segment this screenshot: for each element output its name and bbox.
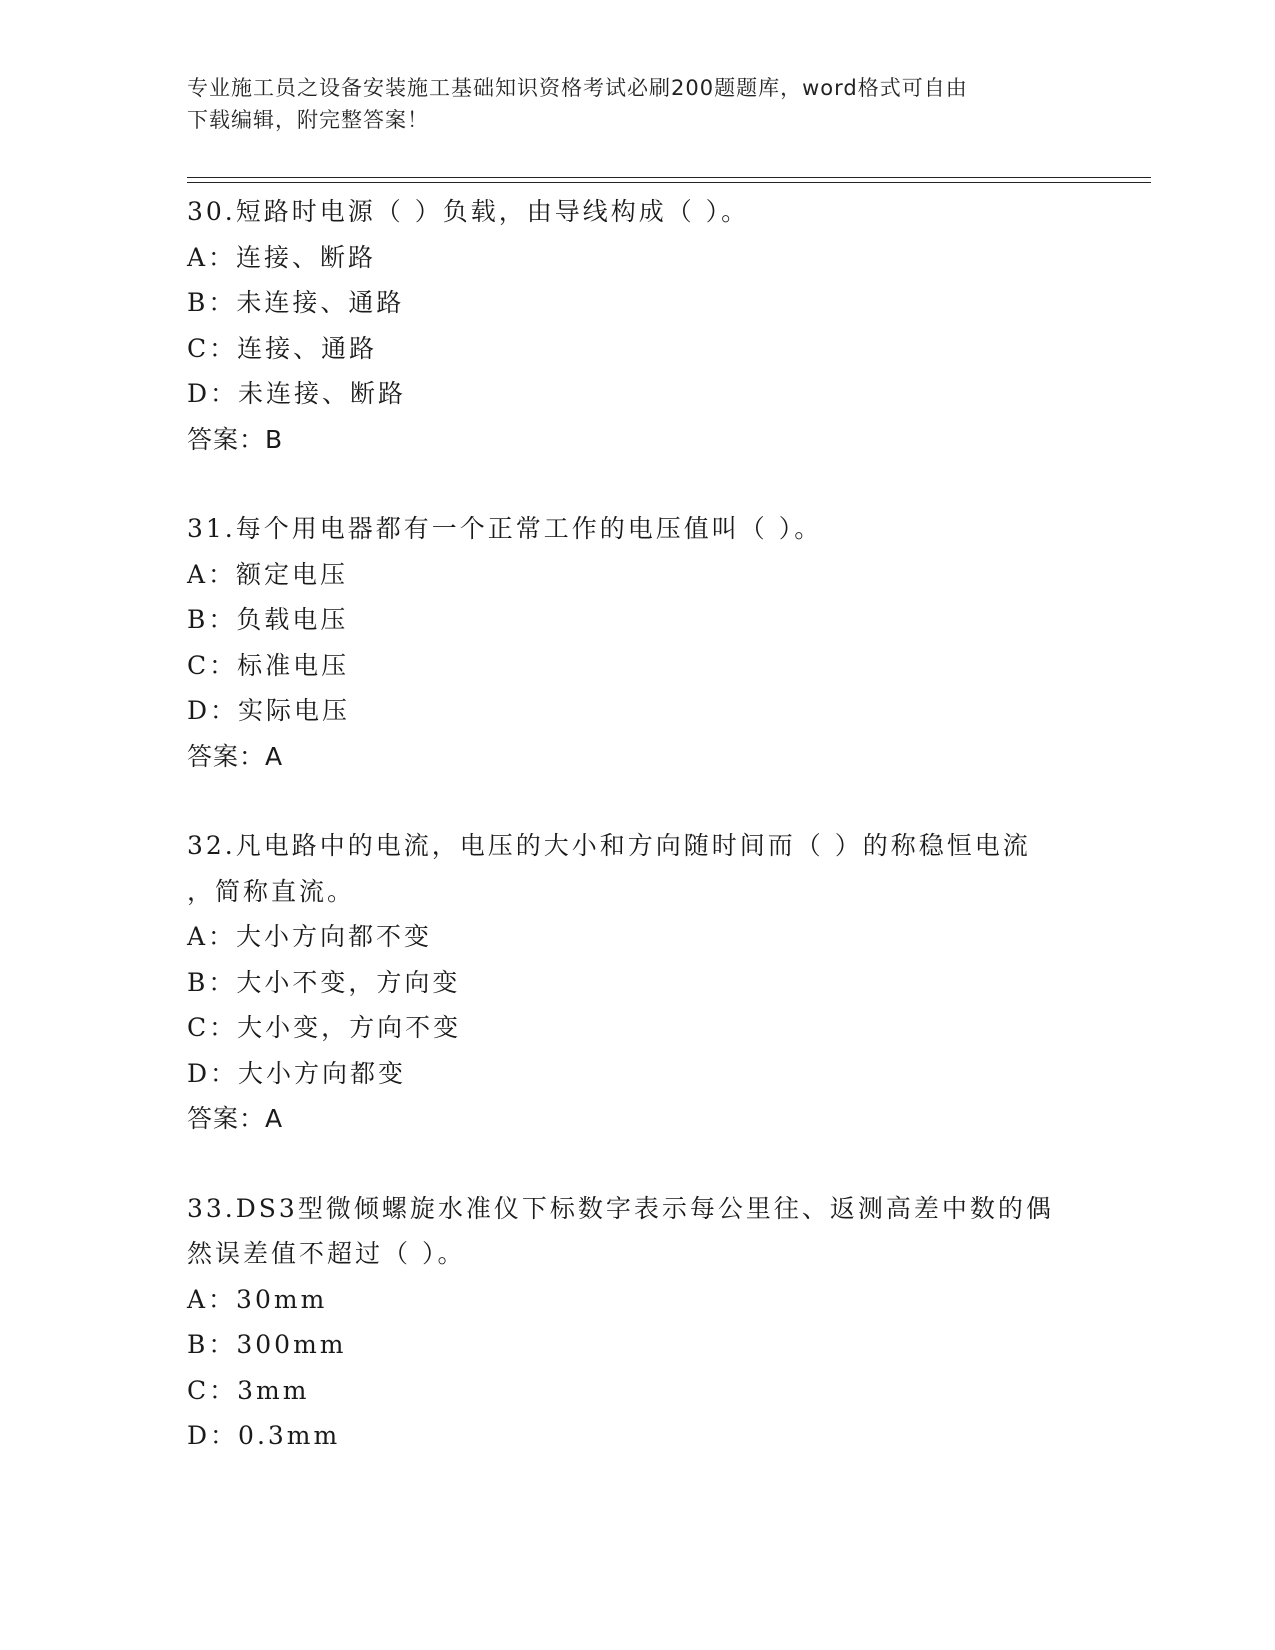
- header-divider-top: [187, 177, 1151, 178]
- answer: 答案：A: [187, 1104, 284, 1133]
- question-32: [187, 823, 1087, 1142]
- question-text: 31.每个用电器都有一个正常工作的电压值叫（ ）。: [187, 514, 823, 543]
- question-30: [187, 189, 1087, 462]
- option-c: C：连接、通路: [187, 333, 378, 363]
- option-a: A：连接、断路: [187, 242, 377, 272]
- option-a: A：大小方向都不变: [187, 922, 433, 951]
- option-b: B：负载电压: [187, 605, 349, 634]
- header-line-2: 下载编辑，附完整答案！: [187, 108, 429, 132]
- document-header: [187, 72, 1067, 136]
- header-line-1: 专业施工员之设备安装施工基础知识资格考试必刷200题题库，word格式可自由: [187, 76, 968, 100]
- question-text-line-1: 32.凡电路中的电流，电压的大小和方向随时间而（ ）的称稳恒电流: [187, 831, 1031, 860]
- option-d: D：未连接、断路: [187, 379, 407, 408]
- question-text-line-2: 然误差值不超过（ ）。: [187, 1239, 466, 1268]
- option-b: B：大小不变，方向变: [187, 967, 461, 997]
- question-list: [187, 189, 1087, 1503]
- option-a: A：额定电压: [187, 559, 349, 589]
- question-text-line-1: 33.DS3型微倾螺旋水准仪下标数字表示每公里往、返测高差中数的偶: [187, 1193, 1054, 1223]
- question-text-line-2: ，简称直流。: [187, 876, 356, 906]
- option-c: C：3mm: [187, 1375, 310, 1405]
- question-33: [187, 1186, 1087, 1459]
- option-c: C：标准电压: [187, 650, 350, 680]
- option-d: D：实际电压: [187, 696, 351, 725]
- question-31: [187, 506, 1087, 779]
- answer: 答案：B: [187, 424, 284, 454]
- option-a: A：30mm: [187, 1284, 328, 1314]
- header-divider-bottom: [187, 182, 1151, 183]
- answer: 答案：A: [187, 741, 284, 771]
- option-b: B：300mm: [187, 1330, 347, 1359]
- option-c: C：大小变，方向不变: [187, 1013, 462, 1042]
- option-b: B：未连接、通路: [187, 288, 405, 317]
- option-d: D：0.3mm: [187, 1421, 341, 1450]
- question-text: 30.短路时电源（ ）负载，由导线构成（ ）。: [187, 197, 750, 226]
- option-d: D：大小方向都变: [187, 1058, 407, 1088]
